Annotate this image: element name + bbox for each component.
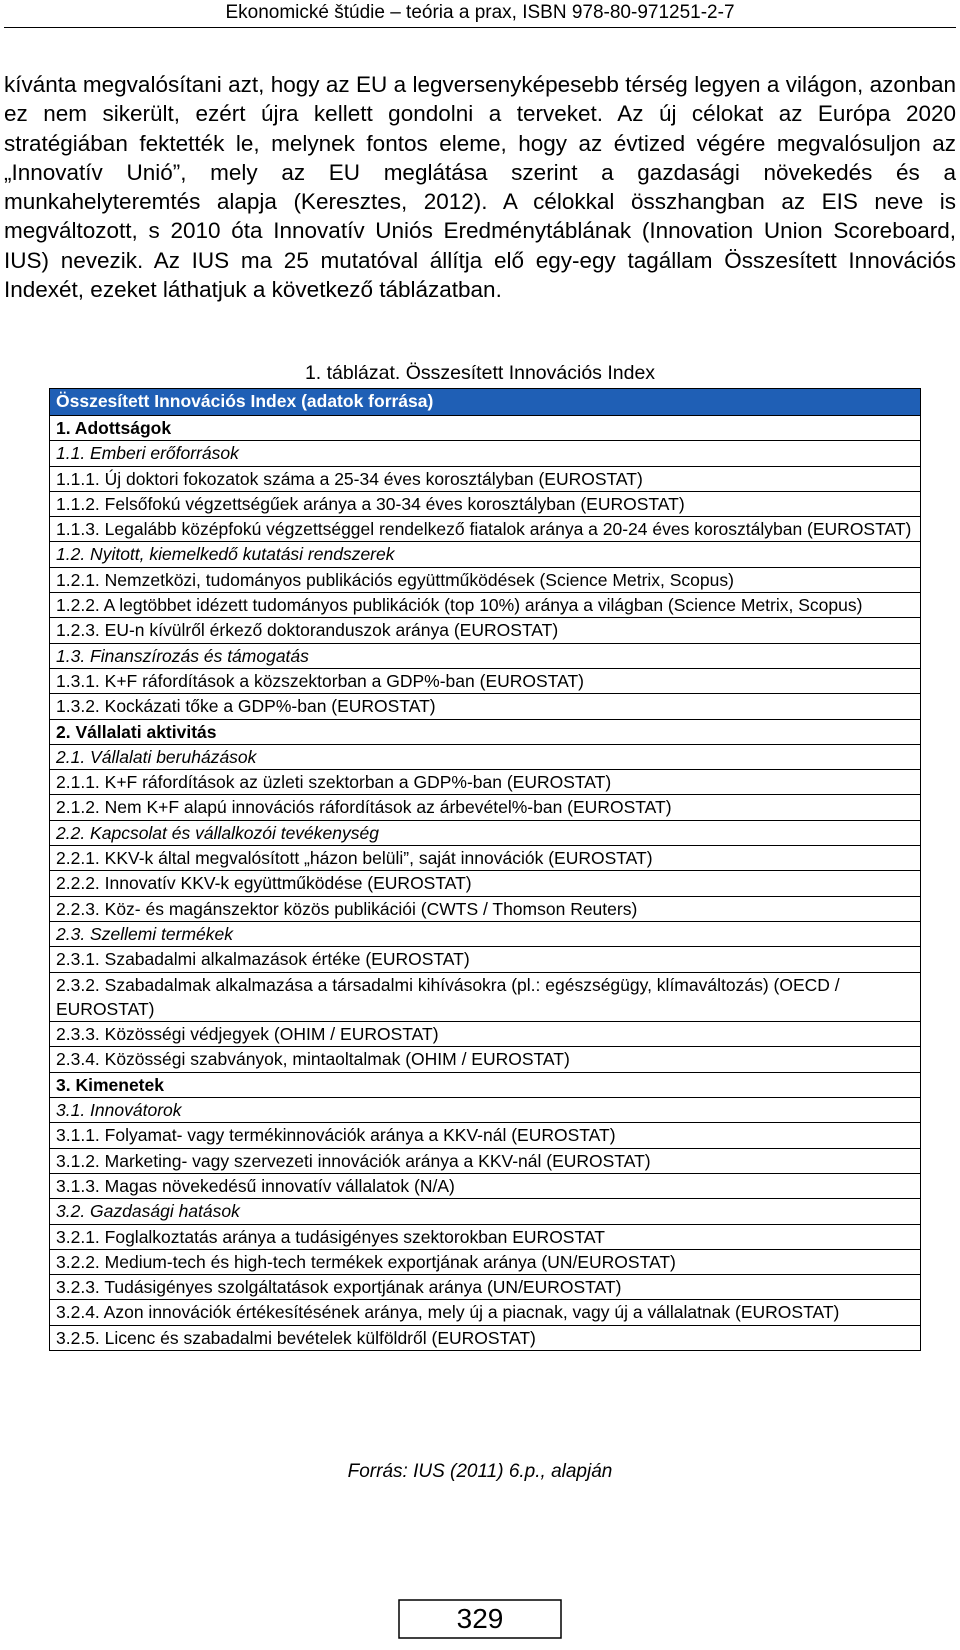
header-divider xyxy=(4,27,956,28)
table-indicator-row: 3.2.1. Foglalkoztatás aránya a tudásigényes szektorokban EUROSTAT xyxy=(50,1224,920,1249)
table-section-row: 1. Adottságok xyxy=(56,418,172,438)
indicator-table xyxy=(49,388,921,1351)
table-indicator-row: 1.1.3. Legalább középfokú végzettséggel rendelkező fiatalok aránya a 20-24 éves korosztályban (EUROSTAT) xyxy=(50,516,920,541)
table-indicator-row: 1.1.1. Új doktori fokozatok száma a 25-34 éves korosztályban (EUROSTAT) xyxy=(50,466,920,491)
body-paragraph: kívánta megvalósítani azt, hogy az EU a legversenyképesebb térség legyen a világon, azonban ez nem sikerült, ezért újra kellett gondolni a terveket. Az új célokat az Európa 2020 stratégiában fektették le, melynek fontos eleme, hogy az évtized végére megvalósuljon az „Innovatív Unió”, mely az EU meglátása szerint a gazdasági növekedés és a munkahelyteremtés alapja (Keresztes, 2012). A célokkal összhangban az EIS neve is megváltozott, s 2010 óta Innovatív Uniós Eredménytáblának (Innovation Union Scoreboard, IUS) nevezik. Az IUS ma 25 mutatóval állítja elő egy-egy tagállam Összesített Innovációs Indexét, ezeket láthatjuk a következő táblázatban. xyxy=(4,72,956,303)
table-section-row: 2. Vállalati aktivitás xyxy=(50,719,920,744)
table-indicator-row: 3.1.3. Magas növekedésű innovatív vállalatok (N/A) xyxy=(50,1173,920,1198)
table-subsection-row: 2.3. Szellemi termékek xyxy=(50,921,920,946)
table-subsection-row: 1.1. Emberi erőforrások xyxy=(50,440,920,465)
table-subsection-row: 3.2. Gazdasági hatások xyxy=(50,1198,920,1223)
table-indicator-row: 2.2.2. Innovatív KKV-k együttműködése (EUROSTAT) xyxy=(50,870,920,895)
table-body xyxy=(50,416,920,1350)
page-number: 329 xyxy=(456,1603,504,1634)
table-subsection-row: 2.2. Kapcsolat és vállalkozói tevékenység xyxy=(50,820,920,845)
table-indicator-row: 2.2.1. KKV-k által megvalósított „házon belüli”, saját innovációk (EUROSTAT) xyxy=(50,845,920,870)
table-indicator-row: 1.2.3. EU-n kívülről érkező doktoranduszok aránya (EUROSTAT) xyxy=(50,617,920,642)
table-subsection-row: 1.2. Nyitott, kiemelkedő kutatási rendszerek xyxy=(50,541,920,566)
table-section-row: 3. Kimenetek xyxy=(50,1072,920,1097)
table-indicator-row: 2.1.2. Nem K+F alapú innovációs ráfordítások az árbevétel%-ban (EUROSTAT) xyxy=(50,794,920,819)
table-indicator-row: 2.2.3. Köz- és magánszektor közös publikációi (CWTS / Thomson Reuters) xyxy=(50,896,920,921)
table-caption: 1. táblázat. Összesített Innovációs Index xyxy=(304,362,656,384)
table-indicator-row: 1.3.1. K+F ráfordítások a közszektorban a GDP%-ban (EUROSTAT) xyxy=(50,668,920,693)
table-indicator-row: 2.3.3. Közösségi védjegyek (OHIM / EUROSTAT) xyxy=(50,1021,920,1046)
table-indicator-row: 1.2.2. A legtöbbet idézett tudományos publikációk (top 10%) aránya a világban (Science Metrix, Scopus) xyxy=(50,592,920,617)
table-subsection-row: 1.3. Finanszírozás és támogatás xyxy=(50,643,920,668)
table-indicator-row: 2.1.1. K+F ráfordítások az üzleti szektorban a GDP%-ban (EUROSTAT) xyxy=(50,769,920,794)
page-number-box xyxy=(397,1598,563,1640)
table-indicator-row: 3.2.4. Azon innovációk értékesítésének aránya, mely új a piacnak, vagy új a vállalatnak (EUROSTAT) xyxy=(50,1299,920,1324)
table-indicator-row: 3.2.3. Tudásigényes szolgáltatások exportjának aránya (UN/EUROSTAT) xyxy=(50,1274,920,1299)
table-header: Összesített Innovációs Index (adatok forrása) xyxy=(50,389,920,416)
table-indicator-row: 2.3.1. Szabadalmi alkalmazások értéke (EUROSTAT) xyxy=(50,946,920,971)
table-subsection-row: 2.1. Vállalati beruházások xyxy=(50,744,920,769)
table-indicator-row: 3.2.2. Medium-tech és high-tech termékek exportjának aránya (UN/EUROSTAT) xyxy=(50,1249,920,1274)
table-indicator-row: 3.1.2. Marketing- vagy szervezeti innovációk aránya a KKV-nál (EUROSTAT) xyxy=(50,1148,920,1173)
table-indicator-row: 3.1.1. Folyamat- vagy termékinnovációk aránya a KKV-nál (EUROSTAT) xyxy=(50,1122,920,1147)
table-subsection-row: 3.1. Innovátorok xyxy=(50,1097,920,1122)
table-indicator-row: 1.2.1. Nemzetközi, tudományos publikációs együttműködések (Science Metrix, Scopus) xyxy=(50,567,920,592)
table-indicator-row: 2.3.2. Szabadalmak alkalmazása a társadalmi kihívásokra (pl.: egészségügy, klímaváltozás) (OECD / EUROSTAT) xyxy=(50,972,920,1022)
table-source: Forrás: IUS (2011) 6.p., alapján xyxy=(347,1461,613,1482)
running-header: Ekonomické štúdie – teória a prax, ISBN 978-80-971251-2-7 xyxy=(225,2,735,23)
table-indicator-row: 1.1.2. Felsőfokú végzettségűek aránya a 30-34 éves korosztályban (EUROSTAT) xyxy=(50,491,920,516)
table-indicator-row: 3.2.5. Licenc és szabadalmi bevételek külföldről (EUROSTAT) xyxy=(50,1325,920,1350)
table-indicator-row: 2.3.4. Közösségi szabványok, mintaoltalmak (OHIM / EUROSTAT) xyxy=(50,1046,920,1071)
table-indicator-row: 1.3.2. Kockázati tőke a GDP%-ban (EUROSTAT) xyxy=(50,693,920,718)
